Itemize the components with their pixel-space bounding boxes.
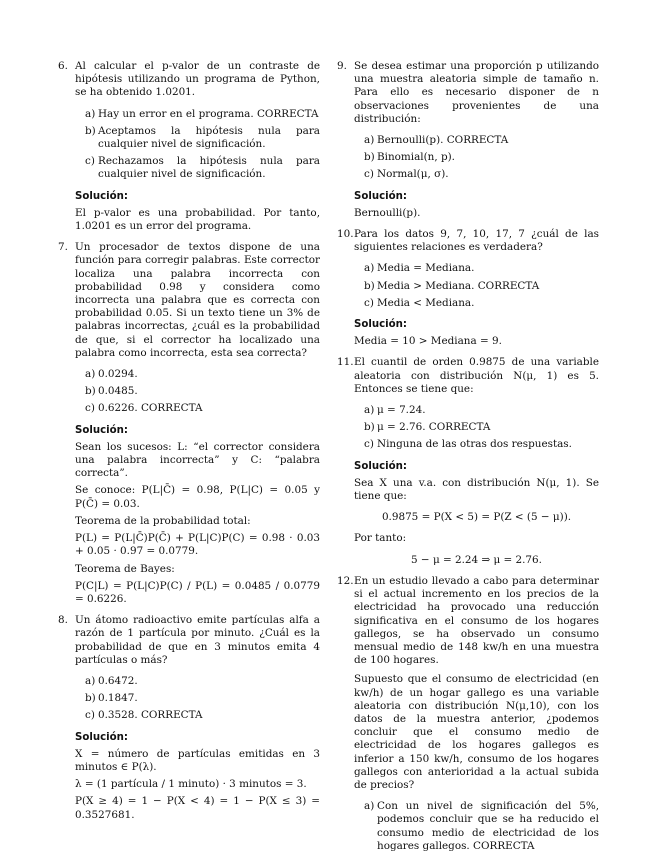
option-letter: a) — [364, 262, 375, 275]
question-10 — [337, 228, 599, 348]
option-text: 0.3528. CORRECTA — [98, 709, 203, 722]
option-letter: c) — [85, 402, 95, 415]
options-list — [85, 368, 320, 416]
question-8 — [58, 614, 320, 822]
question-12 — [337, 575, 599, 853]
solution-formula: λ = (1 partícula / 1 minuto) · 3 minutos = 3. — [75, 778, 307, 791]
option-letter: c) — [85, 709, 95, 722]
question-number: 7. — [58, 241, 68, 254]
options-list — [364, 134, 599, 182]
option-letter: c) — [364, 296, 374, 309]
option-b — [364, 151, 599, 164]
left-column — [58, 60, 320, 830]
question-number: 8. — [58, 614, 68, 627]
option-text: Ninguna de las otras dos respuestas. — [377, 438, 572, 451]
question-number: 12. — [337, 574, 354, 587]
option-letter: a) — [85, 674, 96, 687]
solution-text: Media = 10 > Mediana = 9. — [354, 335, 502, 348]
option-text: Media = Mediana. — [377, 262, 475, 275]
solution-text: Sea X una v.a. con distribución N(μ, 1). Se tiene que: — [354, 476, 599, 503]
option-text: μ = 7.24. — [377, 404, 426, 417]
solution-heading: Solución: — [75, 190, 128, 202]
solution-text: Teorema de la probabilidad total: — [75, 514, 251, 527]
option-text: Binomial(n, p). — [377, 151, 455, 164]
question-stem: Para los datos 9, 7, 10, 17, 7 ¿cuál de las siguientes relaciones es verdadera? — [354, 228, 599, 254]
solution-text: X = número de partículas emitidas en 3 minutos ∈ P(λ). — [75, 747, 320, 773]
option-letter: b) — [364, 151, 375, 164]
question-stem: Un procesador de textos dispone de una función para corregir palabras. Este corrector localiza una palabra incorrecta con probabilidad 0.98 y considera como incorrecta una palabra que es correcta con probabilidad 0.05. Si un texto tiene un 3% de palabras incorrectas, ¿cuál es la probabilidad de que, si el corrector ha localizado una palabra como incorrecta, esta sea correcta? — [75, 241, 320, 359]
option-letter: a) — [85, 368, 96, 381]
option-letter: a) — [364, 404, 375, 417]
question-number: 6. — [58, 60, 68, 72]
solution-formula: P(C|L) = P(L|C)P(C) / P(L) = 0.0485 / 0.0779 = 0.6226. — [75, 579, 320, 605]
option-letter: b) — [85, 692, 96, 705]
solution-formula: P(L) = P(L|C̄)P(C̄) + P(L|C)P(C) = 0.98 · 0.03 + 0.05 · 0.97 = 0.0779. — [75, 532, 320, 558]
option-letter: a) — [364, 800, 375, 813]
solution-heading: Solución: — [75, 731, 128, 743]
question-stem: Se desea estimar una proporción p utilizando una muestra aleatoria simple de tamaño n. Para ello es necesario disponer de n observaciones provenientes de una distribución: — [354, 60, 599, 125]
solution-text: Por tanto: — [354, 532, 407, 545]
options-list — [85, 108, 320, 182]
question-11 — [337, 356, 599, 566]
option-text: Aceptamos la hipótesis nula para cualquier nivel de significación. — [98, 124, 320, 151]
option-b — [364, 280, 599, 293]
option-b — [364, 421, 599, 434]
option-a — [85, 368, 320, 381]
option-text: Rechazamos la hipótesis nula para cualquier nivel de significación. — [98, 155, 320, 181]
option-letter: c) — [85, 155, 95, 168]
option-letter: b) — [364, 279, 375, 292]
option-a — [364, 262, 599, 275]
option-c — [364, 168, 599, 181]
option-text: Bernoulli(p). CORRECTA — [377, 134, 509, 147]
option-text: μ = 2.76. CORRECTA — [377, 421, 491, 434]
question-number: 9. — [337, 60, 347, 72]
option-b — [85, 125, 320, 151]
question-9 — [337, 60, 599, 220]
option-letter: b) — [85, 124, 96, 137]
solution-text: Bernoulli(p). — [354, 206, 421, 219]
option-letter: a) — [364, 134, 375, 147]
option-c — [85, 402, 320, 415]
option-a — [364, 800, 599, 853]
solution-heading: Solución: — [354, 319, 407, 331]
question-7 — [58, 241, 320, 606]
solution-heading: Solución: — [354, 460, 407, 472]
option-text: Media < Mediana. — [377, 296, 475, 309]
options-list — [364, 800, 599, 853]
solution-text: Sean los sucesos: L: “el corrector considera una palabra incorrecta” y C: “palabra correcta”. — [75, 440, 320, 480]
options-list — [85, 675, 320, 723]
option-letter: c) — [364, 168, 374, 181]
solution-formula: 0.9875 = P(X < 5) = P(Z < (5 − μ)). — [381, 511, 572, 524]
option-letter: a) — [85, 107, 96, 120]
option-c — [364, 438, 599, 451]
solution-text: Se conoce: P(L|C̄) = 0.98, P(L|C) = 0.05 y P(C̄) = 0.03. — [75, 484, 320, 510]
option-text: Hay un error en el programa. CORRECTA — [98, 107, 319, 120]
question-stem: Al calcular el p-valor de un contraste de hipótesis utilizando un programa de Python, se ha obtenido 1.0201. — [75, 60, 320, 99]
solution-text: El p-valor es una probabilidad. Por tanto, 1.0201 es un error del programa. — [75, 206, 320, 233]
option-text: 0.0294. — [98, 368, 138, 381]
option-letter: b) — [85, 385, 96, 398]
option-text: Normal(μ, σ). — [377, 168, 449, 181]
option-a — [364, 404, 599, 417]
options-list — [364, 262, 599, 310]
option-text: 0.6472. — [98, 674, 138, 687]
option-text: 0.0485. — [98, 385, 138, 398]
solution-text: Teorema de Bayes: — [75, 562, 175, 575]
question-stem-continued: Supuesto que el consumo de electricidad (en kw/h) de un hogar gallego es una variable aleatoria con distribución N(μ,10), con los datos de la muestra anterior, ¿podemos concluir que el consumo medio de electricidad de los hogares gallegos es inferior a 150 kw/h, consumo de los hogares gallegos con anterioridad a la actual subida de precios? — [354, 673, 599, 791]
question-stem: En un estudio llevado a cabo para determinar si el actual incremento en los precios de la electricidad ha provocado una reducción significativa en el consumo de los hogares gallegos, se ha observado un consumo mensual medio de 148 kw/h en una muestra de 100 hogares. — [354, 574, 599, 667]
question-number: 11. — [337, 356, 354, 369]
question-6 — [58, 60, 320, 233]
question-stem: Un átomo radioactivo emite partículas alfa a razón de 1 partícula por minuto. ¿Cuál es la probabilidad de que en 3 minutos emita 4 partículas o más? — [75, 614, 320, 666]
solution-formula: 5 − μ = 2.24 ⇒ μ = 2.76. — [411, 553, 542, 566]
option-text: Con un nivel de significación del 5%, podemos concluir que se ha reducido el consumo medio de electricidad de los hogares gallegos. CORRECTA — [377, 800, 599, 852]
solution-heading: Solución: — [354, 190, 407, 202]
option-letter: c) — [364, 438, 374, 451]
option-text: Media > Mediana. CORRECTA — [377, 279, 540, 292]
option-b — [85, 385, 320, 398]
option-text: 0.1847. — [98, 692, 138, 705]
option-c — [85, 709, 320, 722]
option-letter: b) — [364, 421, 375, 434]
option-a — [85, 675, 320, 688]
options-list — [364, 404, 599, 452]
option-c — [85, 155, 320, 181]
option-a — [85, 108, 320, 121]
option-text: 0.6226. CORRECTA — [98, 402, 203, 415]
option-b — [85, 692, 320, 705]
question-stem: El cuantil de orden 0.9875 de una variable aleatoria con distribución N(μ, 1) es 5. Entonces se tiene que: — [354, 356, 599, 395]
question-number: 10. — [337, 228, 354, 241]
option-a — [364, 134, 599, 147]
right-column — [337, 60, 599, 861]
solution-formula: P(X ≥ 4) = 1 − P(X < 4) = 1 − P(X ≤ 3) = 0.3527681. — [75, 795, 320, 821]
option-c — [364, 297, 599, 310]
solution-heading: Solución: — [75, 424, 128, 436]
